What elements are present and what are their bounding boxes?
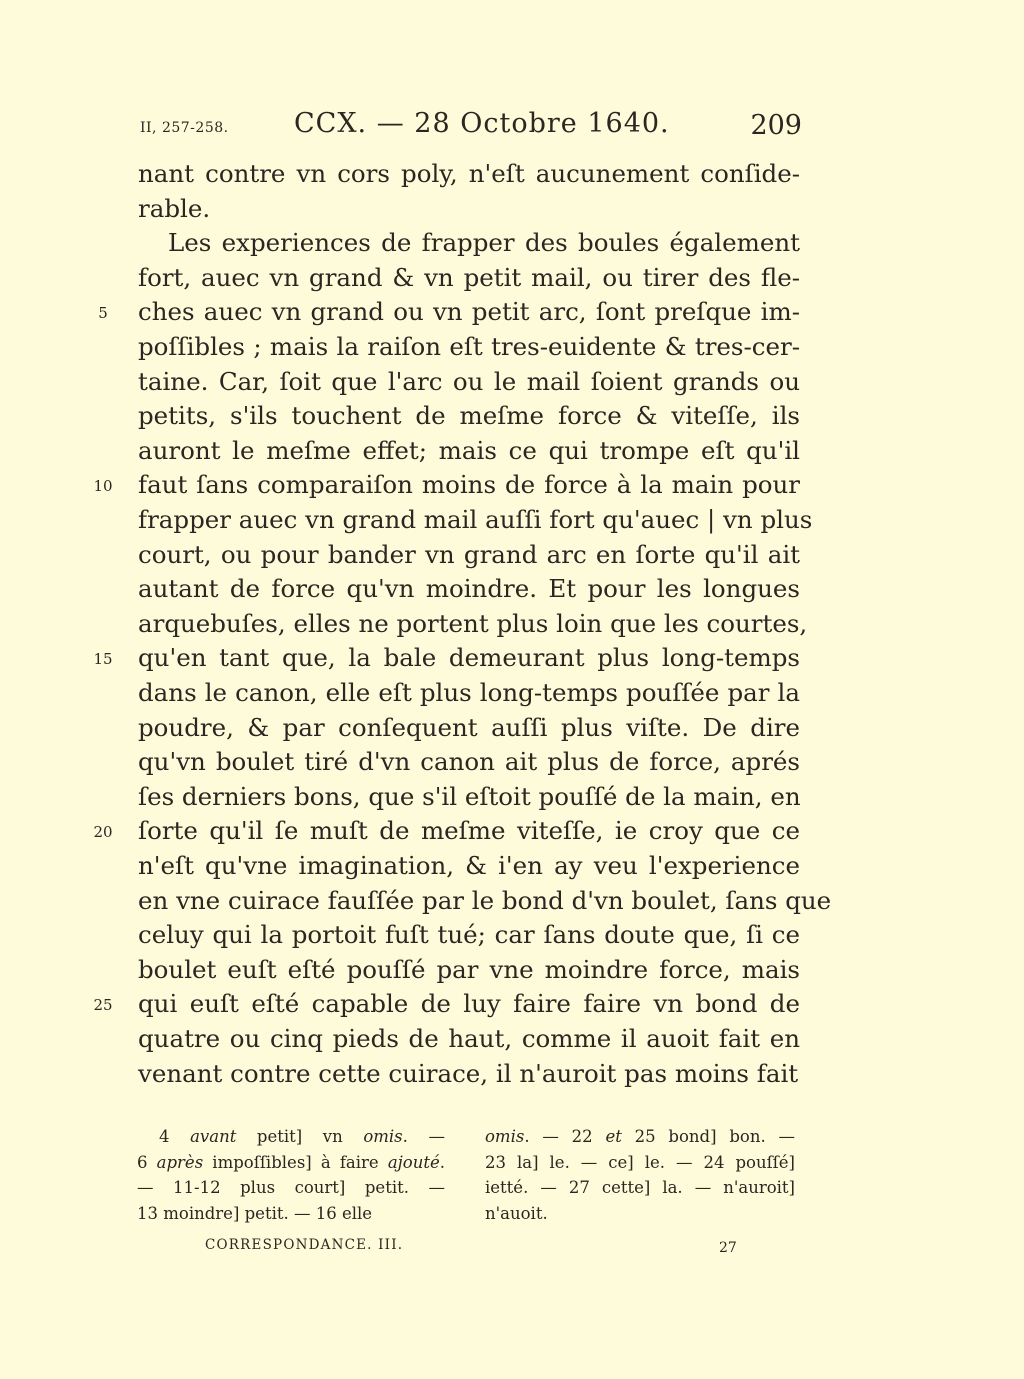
body-line: Les experiences de frapper des boules également: [168, 228, 800, 258]
body-line: dans le canon, elle eſt plus long-temps pouſſée par la: [138, 678, 800, 707]
footnote-line: [137, 1150, 445, 1176]
body-line: nant contre vn cors poly, n'eſt aucunement conſide-: [138, 159, 800, 188]
body-line: fort, auec vn grand & vn petit mail, ou tirer des fle-: [138, 262, 800, 292]
line-number: 20: [93, 823, 113, 842]
body-line: qu'en tant que, la bale demeurant plus long-temps: [138, 643, 800, 673]
header-title: CCX. — 28 Octobre 1640.: [294, 108, 670, 139]
footnote-line: [485, 1150, 795, 1176]
body-line: en vne cuirace fauſſée par le bond d'vn boulet, ſans que: [138, 885, 832, 915]
footnote-text: .: [439, 1152, 446, 1172]
footnotes-left-column: [137, 1124, 445, 1226]
footnotes-right-column: [485, 1124, 795, 1226]
body-line: celuy qui la portoit fuſt tué; car ſans doute que, ſi ce: [138, 920, 800, 950]
line-number: 5: [98, 304, 108, 323]
body-line: poſſibles ; mais la raiſon eſt tres-euidente & tres-cer-: [138, 332, 800, 361]
page-number: 209: [750, 110, 802, 141]
footnote-text: 4: [159, 1127, 191, 1146]
footnote-line: [485, 1124, 795, 1150]
running-header: [0, 108, 1024, 148]
footnote-text: 6: [137, 1152, 157, 1172]
body-line: court, ou pour bander vn grand arc en ſorte qu'il ait: [138, 539, 800, 569]
body-line: n'eſt qu'vne imagination, & i'en ay veu l'experience: [138, 851, 800, 880]
line-number: 25: [93, 996, 113, 1015]
footnote-line: [137, 1175, 445, 1201]
line-number: 15: [93, 650, 113, 669]
footnote-text: 25 bond] bon. —: [621, 1127, 795, 1146]
body-line: ſorte qu'il ſe muſt de meſme viteſſe, ie croy que ce: [138, 816, 800, 846]
body-line: boulet euſt eſté pouſſé par vne moindre force, mais: [138, 954, 800, 984]
body-line: qui euſt eſté capable de luy faire faire vn bond de: [138, 989, 800, 1019]
footnote-italic-text: avant: [190, 1127, 237, 1146]
footnote-text: — 11-12 plus court] petit. —: [137, 1178, 445, 1197]
footnote-text: 13 moindre] petit. — 16 elle: [137, 1203, 373, 1223]
body-line: arquebuſes, elles ne portent plus loin que les courtes,: [138, 608, 808, 638]
footnote-text: ietté. — 27 cette] la. — n'auroit]: [485, 1178, 795, 1197]
header-reference: II, 257-258.: [140, 120, 229, 136]
body-line: autant de force qu'vn moindre. Et pour les longues: [138, 574, 800, 604]
signature-number: 27: [719, 1240, 737, 1256]
body-line: quatre ou cinq pieds de haut, comme il auoit fait en: [138, 1024, 800, 1053]
footnote-line: [137, 1124, 445, 1150]
footnote-italic-text: ajouté: [387, 1152, 440, 1172]
footnote-text: n'auoit.: [485, 1203, 548, 1223]
body-line: poudre, & par conſequent auſſi plus viſte. De dire: [138, 712, 800, 742]
footnote-italic-text: après: [156, 1152, 204, 1172]
footnote-text: 23 la] le. — ce] le. — 24 pouſſé]: [485, 1152, 795, 1172]
footnote-italic-text: omis: [363, 1127, 403, 1146]
body-line: faut ſans comparaiſon moins de force à la main pour: [138, 470, 800, 500]
footnote-italic-text: omis: [485, 1127, 525, 1146]
footnote-text: petit] vn: [236, 1127, 364, 1146]
body-line: rable.: [138, 193, 211, 223]
line-number: 10: [93, 477, 113, 496]
footnote-line: [485, 1175, 795, 1201]
signature-mark: CORRESPONDANCE. III.: [205, 1237, 404, 1253]
footnote-text: . — 22: [524, 1127, 606, 1146]
footnote-text: . —: [402, 1127, 445, 1146]
footnote-text: impoſſibles] à faire: [203, 1152, 388, 1172]
body-line: petits, s'ils touchent de meſme force & viteſſe, ils: [138, 401, 800, 431]
body-line: venant contre cette cuirace, il n'auroit pas moins fait: [138, 1058, 799, 1088]
body-line: auront le meſme effet; mais ce qui trompe eſt qu'il: [138, 435, 800, 465]
footnote-line: [485, 1201, 795, 1227]
body-line: taine. Car, ſoit que l'arc ou le mail ſoient grands ou: [138, 366, 800, 396]
footnote-italic-text: et: [605, 1127, 622, 1146]
body-line: qu'vn boulet tiré d'vn canon ait plus de force, aprés: [138, 747, 800, 777]
body-line: frapper auec vn grand mail auſſi fort qu'auec | vn plus: [138, 505, 813, 534]
body-line: ſes derniers bons, que s'il eſtoit pouſſé de la main, en: [138, 781, 801, 811]
footnote-line: [137, 1201, 445, 1227]
body-line: ches auec vn grand ou vn petit arc, ſont preſque im-: [138, 297, 800, 327]
